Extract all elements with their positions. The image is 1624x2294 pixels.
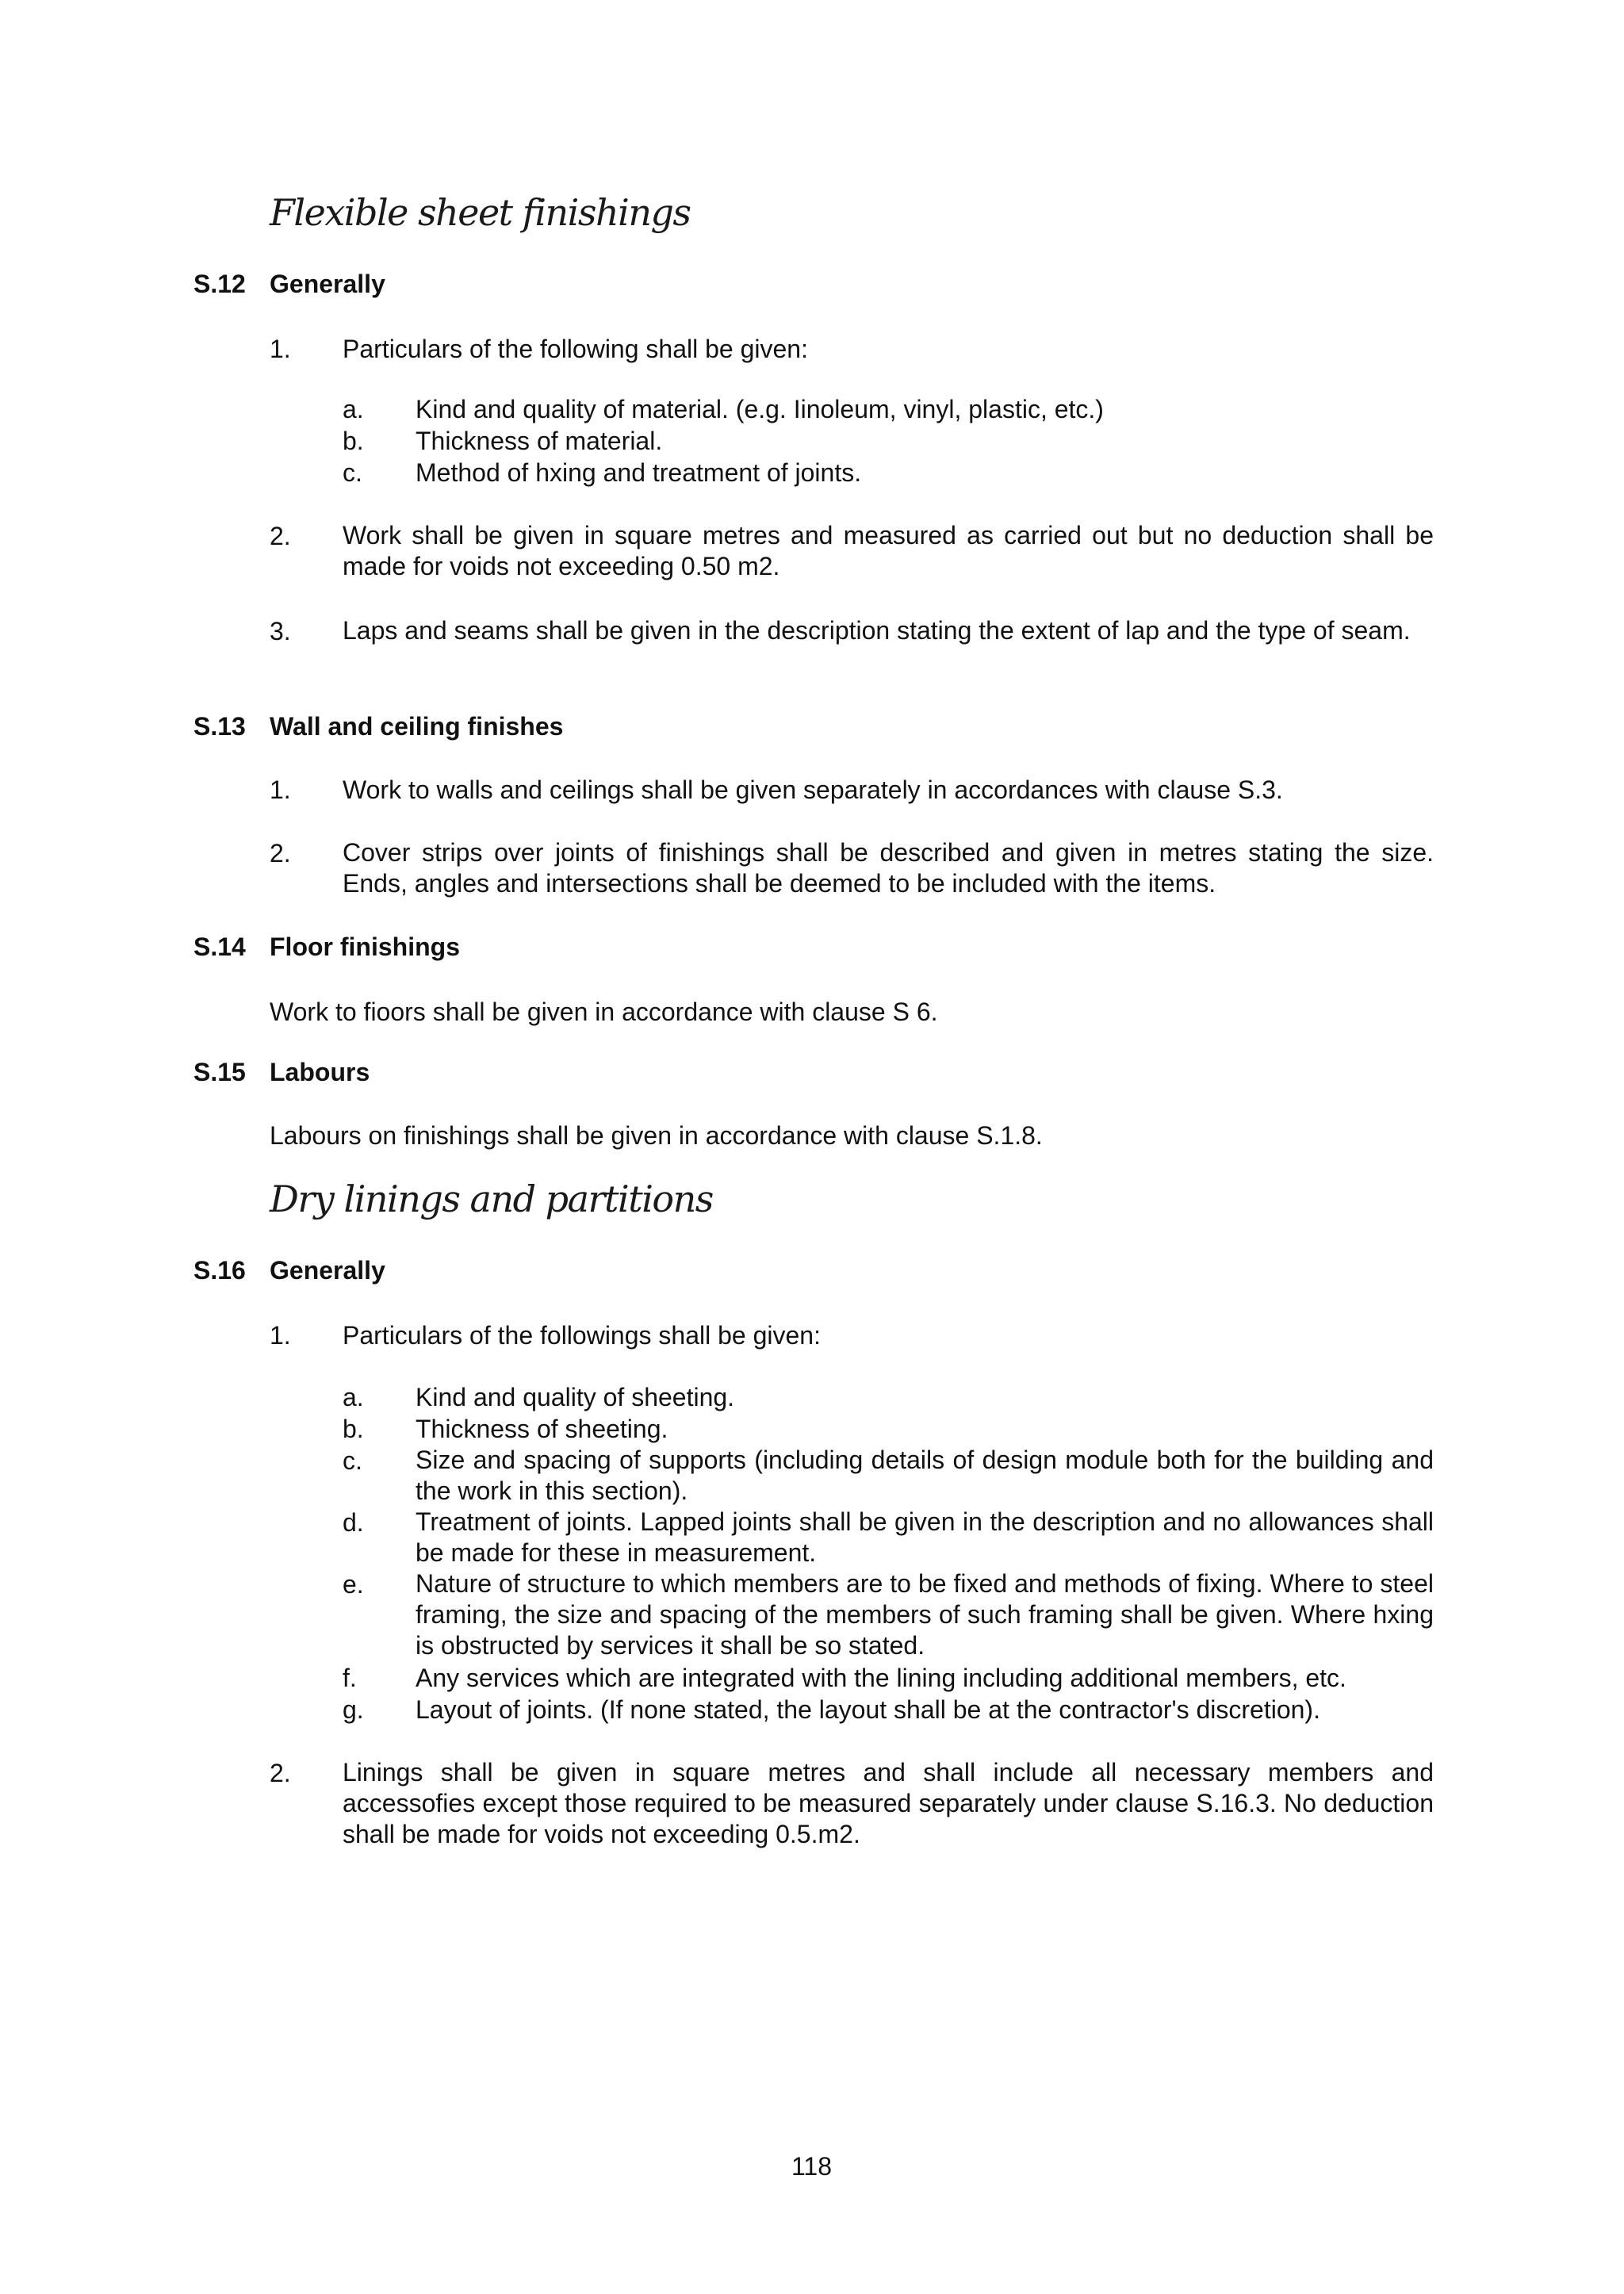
list-item-letter: g. bbox=[343, 1695, 364, 1724]
list-item-letter: a. bbox=[343, 395, 364, 423]
clause-number-s12: S.12 bbox=[193, 270, 246, 298]
clause-number-s16: S.16 bbox=[193, 1256, 246, 1285]
clause-title-s14: Floor finishings bbox=[270, 933, 460, 961]
clause-title-s13: Wall and ceiling finishes bbox=[270, 712, 564, 741]
list-item-letter: d. bbox=[343, 1508, 364, 1537]
paragraph-text: Particulars of the followings shall be given: bbox=[343, 1321, 821, 1350]
paragraph-number: 2. bbox=[270, 1759, 291, 1787]
paragraph-text: Linings shall be given in square metres and shall include all necessary members and accessofies except those required to be measured separately under clause S.16.3. No deduction shall be made for voids not exceeding 0.5.m2. bbox=[343, 1758, 1434, 1848]
list-item-text: Thickness of sheeting. bbox=[416, 1415, 668, 1443]
paragraph-text: Cover strips over joints of finishings shall be described and given in metres stating the size. Ends, angles and intersections shall be deemed to be included with the items. bbox=[343, 838, 1434, 898]
list-item-text: Kind and quality of material. (e.g. Iinoleum, vinyl, plastic, etc.) bbox=[416, 395, 1104, 423]
paragraph-number: 2. bbox=[270, 522, 291, 550]
paragraph-text: Particulars of the following shall be given: bbox=[343, 335, 808, 363]
paragraph-text: Work shall be given in square metres and measured as carried out but no deduction shall be made for voids not exceeding 0.50 m2. bbox=[343, 521, 1434, 580]
list-item-letter: f. bbox=[343, 1664, 357, 1692]
list-item-text: Nature of structure to which members are to be fixed and methods of fixing. Where to steel framing, the size and spacing of the members of such framing shall be given. Where hxing is obstructed by services it shall be so stated. bbox=[416, 1569, 1434, 1660]
list-item-letter: b. bbox=[343, 1415, 364, 1443]
paragraph-number: 1. bbox=[270, 776, 291, 804]
list-item-text: Kind and quality of sheeting. bbox=[416, 1383, 735, 1411]
clause-title-s15: Labours bbox=[270, 1058, 370, 1086]
page-number: 118 bbox=[791, 2152, 833, 2181]
list-item-text: Method of hxing and treatment of joints. bbox=[416, 458, 862, 487]
clause-title-s16: Generally bbox=[270, 1256, 385, 1285]
list-item-text: Size and spacing of supports (including details of design module both for the building and the work in this section). bbox=[416, 1446, 1434, 1505]
paragraph-number: 3. bbox=[270, 617, 291, 645]
section-heading-dry-linings: Dry linings and partitions bbox=[270, 1178, 713, 1220]
clause-number-s14: S.14 bbox=[193, 933, 246, 961]
list-item-letter: c. bbox=[343, 458, 362, 487]
paragraph-text: Laps and seams shall be given in the description stating the extent of lap and the type of seam. bbox=[343, 616, 1411, 645]
paragraph-text: Labours on finishings shall be given in accordance with clause S.1.8. bbox=[270, 1121, 1043, 1150]
list-item-text: Any services which are integrated with the lining including additional members, etc. bbox=[416, 1664, 1346, 1692]
list-item-text: Thickness of material. bbox=[416, 427, 663, 455]
paragraph-number: 1. bbox=[270, 335, 291, 363]
list-item-letter: a. bbox=[343, 1383, 364, 1411]
paragraph-text: Work to walls and ceilings shall be given separately in accordances with clause S.3. bbox=[343, 776, 1283, 804]
clause-number-s15: S.15 bbox=[193, 1058, 246, 1086]
section-heading-flexible: Flexible sheet finishings bbox=[270, 191, 691, 234]
paragraph-text: Work to fioors shall be given in accordance with clause S 6. bbox=[270, 998, 938, 1026]
list-item-letter: c. bbox=[343, 1446, 362, 1475]
clause-title-s12: Generally bbox=[270, 270, 385, 298]
paragraph-number: 2. bbox=[270, 839, 291, 867]
list-item-letter: b. bbox=[343, 427, 364, 455]
paragraph-number: 1. bbox=[270, 1321, 291, 1350]
list-item-text: Treatment of joints. Lapped joints shall be given in the description and no allowances shall be made for these in measurement. bbox=[416, 1507, 1434, 1567]
list-item-letter: e. bbox=[343, 1570, 364, 1599]
clause-number-s13: S.13 bbox=[193, 712, 246, 741]
list-item-text: Layout of joints. (If none stated, the layout shall be at the contractor's discretion). bbox=[416, 1695, 1320, 1724]
